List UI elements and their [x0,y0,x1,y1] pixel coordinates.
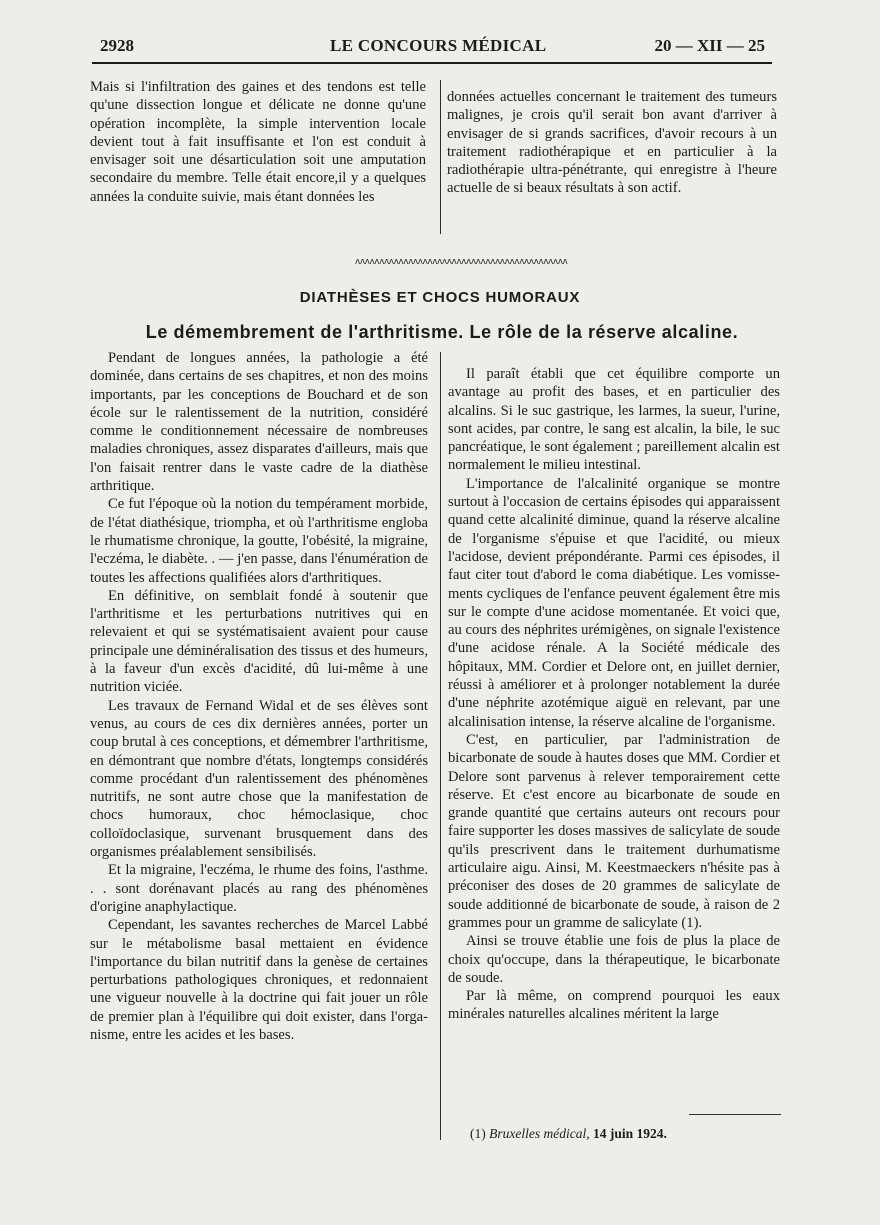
article-left-column [90,349,428,1044]
header-rule [92,62,772,64]
paragraph: Cependant, les savantes recherches de Marcel Labbé sur le métabolisme basal mettaient en évidence l'importance du bilan nutritif dans la genèse de certaines perturbations pathologiques chroniques, et redonnaient une vigueur nouvelle à la doctrine qui fait jouer un rôle de premier plan à l'équilibre qui doit exister, dans l'organisme, entre les acides et les bases. [90,917,428,1043]
top-column-divider [440,80,441,234]
paragraph: Ce fut l'époque où la notion du tempérament morbide, de l'état diathésique, triompha, et où l'arthritisme engloba le rhumatisme chronique, la goutte, l'obésité, la migraine, l'eczéma, le diabète. . — j'en passe, dans l'énumération de toutes les affections qualifiées alors d'arthritiques. [90,496,428,586]
paragraph: L'importance de l'alcalinité organique se montre surtout à l'occasion de certains épisodes qui apparaissent quand cette alcalinité diminue, quand la réserve alcaline de l'organisme s'épuise et que l'acidité, ou mieux l'acidose, devient prépondérante. Parmi ces épisodes, il faut citer tout d'abord le coma diabétique. Les vomissements cycliques de l'enfance peuvent également être mis sur le compte d'une acidose momentanée. Et voici que, au cours des néphrites urémigènes, on signale l'existence d'une acidose rénale. A la Société médicale des hôpitaux, MM. Cordier et Delore ont, en juillet dernier, réussi à améliorer et à prolonger notablement la durée d'une néphrite azotémique aiguë en relevant, par une alcalinisation intense, la réserve alcaline de l'organisme. [448,475,780,730]
paragraph: En définitive, on semblait fondé à soutenir que l'arthritisme et les perturbations nutritives qui en relevaient et qui se systématisaient avaient pour cause principale une déminéralisation des tissus et des humeurs, à la faveur d'un excès d'acidité, dû lui-même à une nutrition viciée. [90,587,429,696]
page-number: 2928 [100,36,134,55]
journal-title: LE CONCOURS MÉDICAL [330,36,547,55]
paragraph: C'est, en particulier, par l'administration de bicarbonate de soude à hautes doses que MM. Cordier et Delore sont parvenus à relever temporairement cette réserve. Et c'est encore au bicarbonate de soude en grande quantité que certains auteurs ont recours pour faire supporter les doses massives de salicylate de soude qu'ils prescrivent dans le traitement durhumatisme articulaire aigu. Ainsi, M. Keestmaeckers n'hésite pas à préconiser des doses de 20 grammes de salicylate de soude additionné de bicarbonate de soude, à raison de 2 grammes pour un gramme de salicylate (1). [448,731,780,931]
top-left-column [90,78,426,206]
footnote-date: 14 juin 1924. [592,1126,667,1141]
issue-number: 20 — XII — 25 [654,36,765,55]
footnote-source: Bruxelles médical, [489,1126,590,1141]
footnote-marker: (1) [470,1126,486,1141]
paragraph: Ainsi se trouve établie une fois de plus la place de choix qu'occupe, dans la thérapeutique, le bicarbonate de soude. [448,933,780,986]
page-header [100,36,765,62]
paragraph: Par là même, on comprend pourquoi les eaux minérales naturelles alcalines méritent la large [448,988,780,1023]
top-right-column [447,88,777,198]
top-right-text: données actuelles concernant le traitement des tumeurs malignes, je crois qu'il serait bon avant d'arriver à envisager de si grands sacrifices, d'avoir recours à un traitement radiothérapique et en particulier à la radiothérapie ultra-pénétrante, qui enregistre à l'heure actuelle de si beaux résultats à son actif. [447,89,777,197]
top-left-text: Mais si l'infiltration des gaines et des tendons est telle qu'une dissection longue et délicate ne donne qu'une opération incomplète, la simple intervention locale devient tout à fait insuffisante et l'on est conduit à envisager soit une désarticulation soit une amputation secondaire du membre. Telle était encore,il y a quelques années la conduite suivie, mais étant données les [90,79,426,205]
footnote-rule [689,1114,781,1115]
article-column-divider [440,352,441,1140]
paragraph: Les travaux de Fernand Widal et de ses élèves sont venus, au cours de ces dix dernières années, porter un coup brutal à ces conceptions, et démembrer l'arthritisme, en démontrant que nombre d'états, longtemps considérés comme procédant d'un ralentissement des phénomènes nutritifs, ne sont autre chose que la manifestation de chocs humoraux, choc hémoclasique, choc colloïdoclasique, survenant brusquement dans des organismes préalablement sensibilisés. [90,697,428,861]
paragraph: Pendant de longues années, la pathologie a été dominée, dans certains de ses chapitres, et non des moins importants, par les conceptions de Bouchard et de son école sur le ralentissement de la nutrition, considéré comme le conditionnement nécessaire de nombreuses maladies chroniques, assez disparates d'ailleurs, mais que l'on faisait rentrer dans le vaste cadre de la diathèse arthritique. [90,350,428,495]
section-heading: DIATHÈSES ET CHOCS HUMORAUX [299,289,581,306]
article-title: Le démembrement de l'arthritisme. Le rôle de la réserve alcaline. [145,322,739,342]
paragraph: Et la migraine, l'eczéma, le rhume des foins, l'asthme. . . sont dorénavant placés au rang des phénomènes d'origine anaphylactique. [90,862,428,915]
footnote [470,1126,667,1142]
article-right-column [448,365,780,1024]
paragraph: Il paraît établi que cet équilibre comporte un avantage au profit des bases, et en particulier des alcalins. Si le suc gastrique, les larmes, la sueur, l'urine, sont acides, par contre, le sang est alcalin, la bile, le suc pancréatique, le sont également ; pareillement alcalin est normalement le milieu intestinal. [448,366,780,474]
ornament-divider: ᴧᴧᴧᴧᴧᴧᴧᴧᴧᴧᴧᴧᴧᴧᴧᴧᴧᴧᴧᴧᴧᴧᴧᴧᴧᴧᴧᴧᴧᴧᴧᴧᴧᴧᴧᴧᴧᴧᴧᴧᴧᴧᴧᴧ [355,257,568,267]
